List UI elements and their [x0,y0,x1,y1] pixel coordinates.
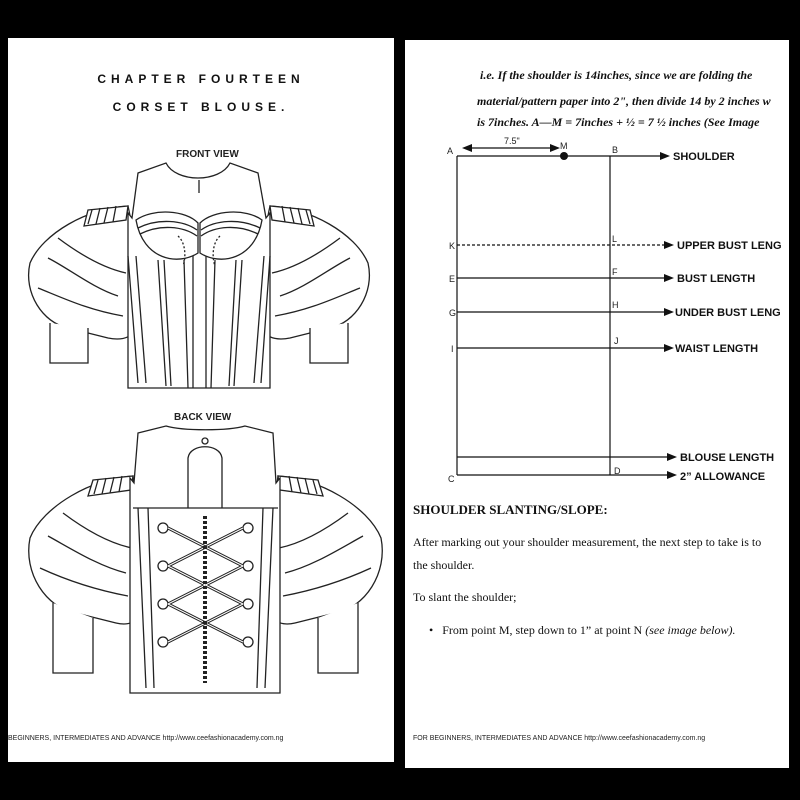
intro-line-3: is 7inches. A—M = 7inches + ½ = 7 ½ inches (See Image [477,115,760,129]
label-under-bust: UNDER BUST LENG [675,307,781,319]
point-m: M [560,141,568,151]
label-waist: WAIST LENGTH [675,343,759,355]
point-h: H [612,300,619,310]
instruction-text: To slant the shoulder; [413,590,517,604]
paragraph-line-1: After marking out your shoulder measurement, the next step to take is to [413,535,762,549]
point-c: C [448,474,455,484]
point-b: B [612,145,619,155]
front-view-illustration [23,160,394,400]
point-d: D [614,466,621,476]
intro-line-2: material/pattern paper into 2", then divide 14 by 2 inches w [477,94,771,108]
point-j: J [614,336,619,346]
point-a: A [447,146,454,156]
back-view-illustration [18,423,394,718]
bullet-item [429,623,736,638]
section-heading: SHOULDER SLANTING/SLOPE: [413,502,608,517]
label-upper-bust: UPPER BUST LENG [677,240,782,252]
intro-line-1: i.e. If the shoulder is 14inches, since we are folding the [480,68,753,82]
point-k: K [449,241,456,251]
point-g: G [449,308,457,318]
back-view-label: BACK VIEW [174,412,232,423]
bullet-text: From point M, step down to 1” at point N [442,623,643,637]
label-allowance: 2” ALLOWANCE [680,471,766,483]
measure-label: 7.5" [504,136,520,146]
front-view-label: FRONT VIEW [176,149,239,160]
paragraph-line-2: the shoulder. [413,558,475,572]
pattern-diagram [405,130,789,490]
left-footer: BEGINNERS, INTERMEDIATES AND ADVANCE http://www.ceefashionacademy.com.ng [8,735,284,742]
point-i: I [451,344,454,354]
point-f: F [612,267,618,277]
point-l: L [612,234,618,244]
chapter-title: CHAPTER FOURTEEN [97,72,305,86]
bullet-note: (see image below). [645,623,736,637]
chapter-subtitle: CORSET BLOUSE. [112,100,290,114]
point-e: E [449,274,456,284]
right-footer: FOR BEGINNERS, INTERMEDIATES AND ADVANCE http://www.ceefashionacademy.com.ng [413,735,706,742]
bullet-dot: • [429,623,434,637]
right-page [405,40,789,768]
label-bust: BUST LENGTH [677,273,756,285]
label-shoulder: SHOULDER [673,151,735,163]
left-page [8,38,394,762]
label-blouse: BLOUSE LENGTH [680,452,775,464]
